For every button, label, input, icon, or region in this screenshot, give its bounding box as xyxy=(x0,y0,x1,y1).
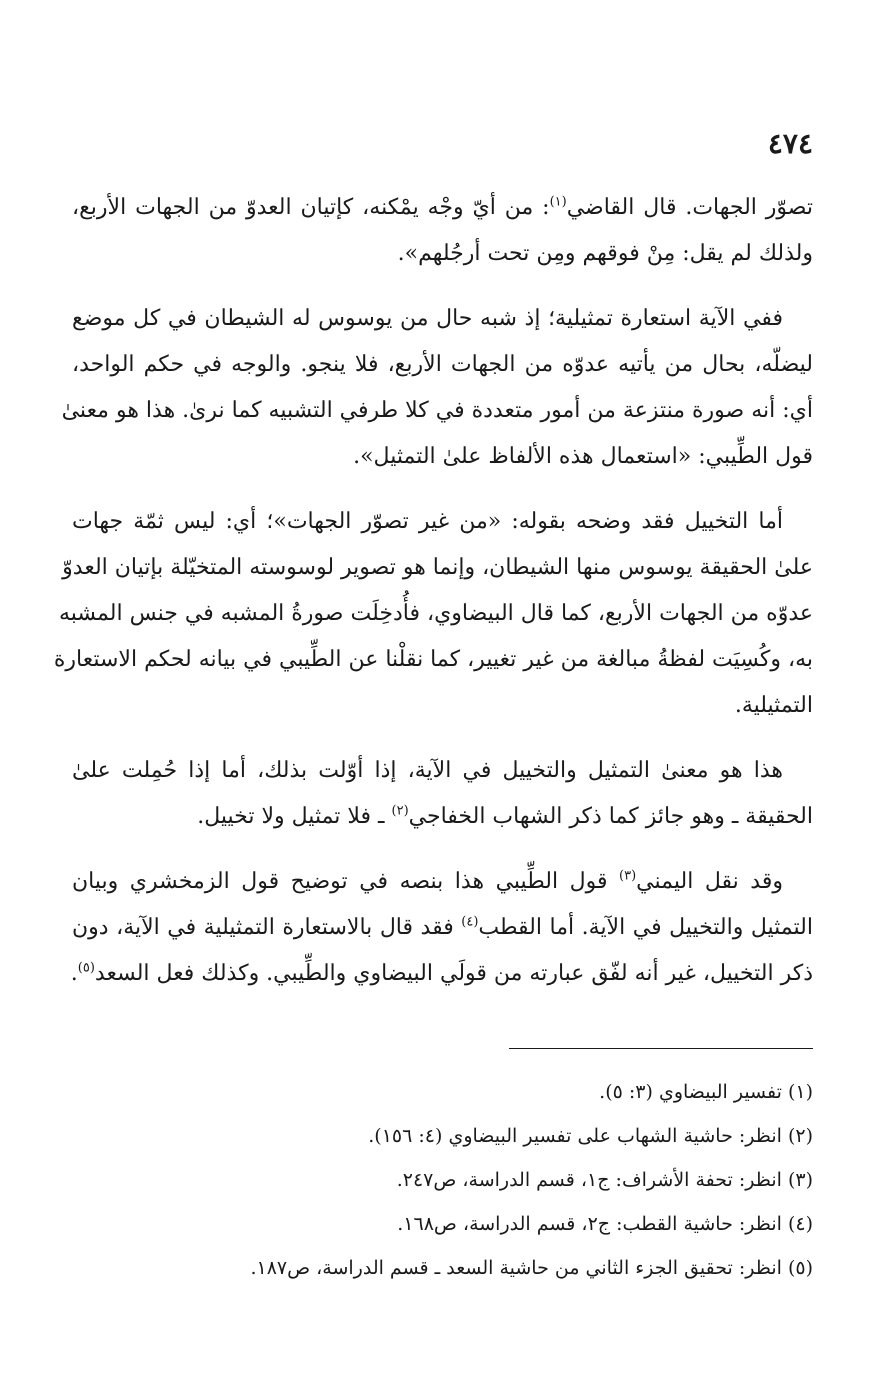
footnote-ref: (٥) xyxy=(77,960,95,976)
text-line: تصوّر الجهات. قال القاضي$^{(١)}$: من أيّ وجْه يمْكنه، كإتيان العدوّ من الجهات الأربع، xyxy=(72,194,813,220)
paragraph-1 xyxy=(72,185,813,277)
text-line: هذا هو معنىٰ التمثيل والتخييل في الآية، إذا أوّلت بذلك، أما إذا حُمِلت علىٰ xyxy=(72,758,783,783)
footnote-ref: (٤) xyxy=(461,914,479,930)
text-line: التمثيل والتخييل في الآية. أما القطب$^{(٤)}$ فقد قال بالاستعارة التمثيلية في الآية، دون xyxy=(72,914,813,940)
text-line: التمثيلية. xyxy=(734,693,813,718)
text-line: ليضلّه، بحال من يأتيه عدوّه من الجهات الأربع، فلا ينجو. والوجه في حكم الواحد، xyxy=(72,352,813,377)
footnote-ref: (٢) xyxy=(391,803,409,819)
footnotes xyxy=(72,1070,813,1290)
footnote-separator xyxy=(509,1048,813,1049)
text-line: عدوّه من الجهات الأربع، كما قال البيضاوي، فأُدخِلَت صورةُ المشبه في جنس المشبه xyxy=(58,601,813,626)
text-line: ففي الآية استعارة تمثيلية؛ إذ شبه حال من يوسوس له الشيطان في كل موضع xyxy=(72,306,783,331)
paragraph-5 xyxy=(72,859,813,997)
footnote-3: (٣) انظر: تحفة الأشراف: ج١، قسم الدراسة، ص٢٤٧. xyxy=(396,1169,813,1191)
text-line: وقد نقل اليمني$^{(٣)}$ قول الطِّيبي هذا بنصه في توضيح قول الزمخشري وبيان xyxy=(72,868,783,894)
footnote-4: (٤) انظر: حاشية القطب: ج٢، قسم الدراسة، ص١٦٨. xyxy=(397,1213,813,1235)
text-line: أما التخييل فقد وضحه بقوله: «من غير تصوّر الجهات»؛ أي: ليس ثمّة جهات xyxy=(72,509,783,534)
page-number: ٤٧٤ xyxy=(767,127,813,160)
paragraph-4 xyxy=(72,748,813,840)
text-line: به، وكُسِيَت لفظةُ مبالغة من غير تغيير، كما نقلْنا عن الطِّيبي في بيانه لحكم الاستعارة xyxy=(53,647,813,672)
text-line: أي: أنه صورة منتزعة من أمور متعددة في كلا طرفي التشبيه كما نرىٰ. هذا هو معنىٰ xyxy=(61,398,813,423)
text-line: علىٰ الحقيقة يوسوس منها الشيطان، وإنما هو تصوير لوسوسته المتخيّلة بإتيان العدوّ xyxy=(62,555,813,580)
text-line: الحقيقة ـ وهو جائز كما ذكر الشهاب الخفاجي$^{(٢)}$ ـ فلا تمثيل ولا تخييل. xyxy=(197,803,813,829)
footnote-1: (١) تفسير البيضاوي (٣: ٥). xyxy=(599,1081,813,1103)
footnote-ref: (١) xyxy=(549,194,567,210)
footnote-2: (٢) انظر: حاشية الشهاب على تفسير البيضاوي (٤: ١٥٦). xyxy=(368,1125,813,1147)
text-line: ذكر التخييل، غير أنه لفّق عبارته من قولَي البيضاوي والطِّيبي. وكذلك فعل السعد$^{(٥)}$. xyxy=(70,960,813,986)
text-line: قول الطِّيبي: «استعمال هذه الألفاظ علىٰ التمثيل». xyxy=(353,444,813,469)
main-text xyxy=(53,185,813,1016)
paragraph-3 xyxy=(53,499,813,729)
footnote-ref: (٣) xyxy=(619,868,637,884)
footnote-5: (٥) انظر: تحقيق الجزء الثاني من حاشية السعد ـ قسم الدراسة، ص١٨٧. xyxy=(250,1257,813,1279)
paragraph-2 xyxy=(61,296,813,480)
text-line: ولذلك لم يقل: مِنْ فوقهم ومِن تحت أرجُلهم». xyxy=(397,241,813,266)
